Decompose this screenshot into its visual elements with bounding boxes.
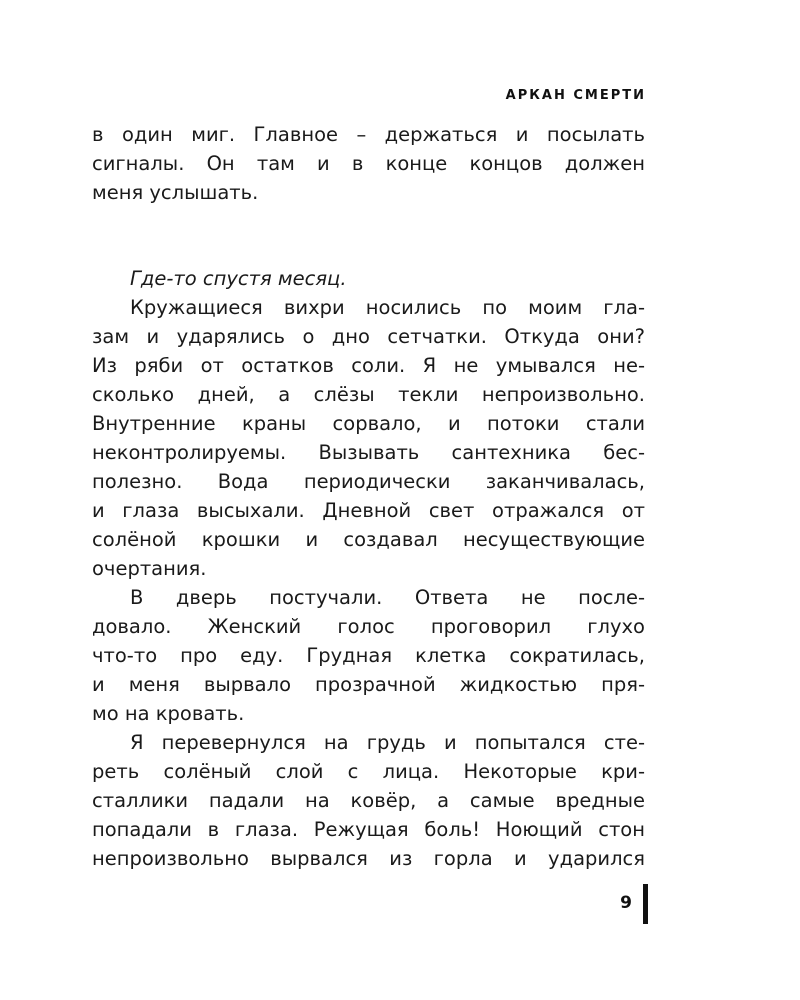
text-line: и меня вырвало прозрачной жидкостью пря- bbox=[92, 673, 645, 696]
text-line: довало. Женский голос проговорил глухо bbox=[92, 615, 645, 638]
running-head-title: АРКАН СМЕРТИ bbox=[505, 88, 646, 103]
text-line: сколько дней, а слёзы текли непроизвольно. bbox=[92, 383, 645, 406]
text-line: непроизвольно вырвался из горла и ударился bbox=[92, 847, 645, 870]
text-line: попадали в глаза. Режущая боль! Ноющий стон bbox=[92, 818, 645, 841]
text-line: Из ряби от остатков соли. Я не умывался не- bbox=[92, 354, 645, 377]
text-line: В дверь постучали. Ответа не после- bbox=[130, 586, 645, 609]
folio-rule bbox=[643, 884, 648, 924]
text-line: неконтролируемы. Вызывать сантехника бес- bbox=[92, 441, 645, 464]
text-line: солёной крошки и создавал несуществующие bbox=[92, 528, 645, 551]
text-line: и глаза высыхали. Дневной свет отражался от bbox=[92, 499, 645, 522]
text-line: Кружащиеся вихри носились по моим гла- bbox=[130, 296, 645, 319]
text-line: очертания. bbox=[92, 557, 207, 580]
text-line: полезно. Вода периодически заканчивалась, bbox=[92, 470, 645, 493]
text-line: меня услышать. bbox=[92, 181, 259, 204]
main-text bbox=[92, 264, 645, 873]
page-number: 9 bbox=[620, 893, 632, 913]
text-line: в один миг. Главное – держаться и посылать bbox=[92, 123, 645, 146]
text-line: Я перевернулся на грудь и попытался сте- bbox=[130, 731, 645, 754]
section-heading: Где-то спустя месяц. bbox=[130, 267, 347, 290]
text-line: мо на кровать. bbox=[92, 702, 245, 725]
text-line: Внутренние краны сорвало, и потоки стали bbox=[92, 412, 645, 435]
text-line: сигналы. Он там и в конце концов должен bbox=[92, 152, 645, 175]
text-line: что-то про еду. Грудная клетка сократилась, bbox=[92, 644, 645, 667]
text-line: сталлики падали на ковёр, а самые вредные bbox=[92, 789, 645, 812]
text-line: реть солёный слой с лица. Некоторые кри- bbox=[92, 760, 645, 783]
continuation-text bbox=[92, 120, 645, 207]
text-line: зам и ударялись о дно сетчатки. Откуда они? bbox=[92, 325, 645, 348]
